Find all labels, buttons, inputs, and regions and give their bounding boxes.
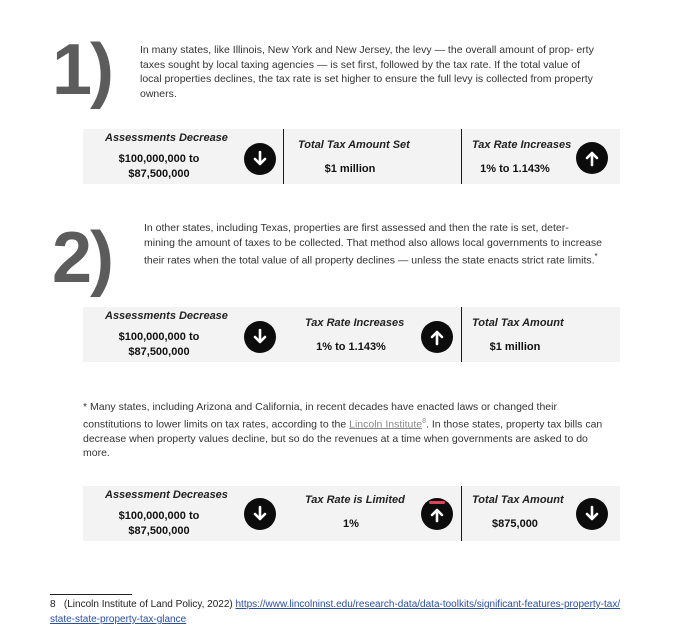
footnote-divider bbox=[50, 594, 132, 595]
cell-heading: Assessments Decrease bbox=[105, 132, 228, 144]
assess-first-table bbox=[83, 307, 620, 362]
cell-value: $100,000,000 to $87,500,000 bbox=[118, 510, 200, 537]
table-cell bbox=[83, 129, 283, 184]
table-cell bbox=[283, 129, 461, 184]
section-number-1: 1) bbox=[52, 30, 113, 110]
cell-heading: Assessments Decrease bbox=[105, 310, 228, 322]
cell-value: 1% bbox=[343, 518, 359, 530]
footnote-url-continuation[interactable]: state-state-property-tax-glance bbox=[50, 614, 187, 625]
levy-first-table bbox=[83, 129, 620, 184]
cell-heading: Total Tax Amount Set bbox=[298, 139, 410, 151]
table-cell bbox=[83, 307, 283, 362]
cell-value: $875,000 bbox=[492, 518, 538, 530]
cell-heading: Tax Rate Increases bbox=[472, 139, 572, 151]
cell-value: $100,000,000 to $87,500,000 bbox=[118, 331, 200, 358]
table-cell bbox=[461, 129, 620, 184]
rate-limited-table bbox=[83, 486, 620, 541]
table-cell bbox=[461, 486, 620, 541]
section-1-paragraph: In many states, like Illinois, New York and New Jersey, the levy — the overall amount of prop- erty taxes sought by local taxing agencies — is set first, followed by the tax rate. If the total value of local properties declines, the tax rate is set higher to ensure the full levy is collected from property owners. bbox=[140, 44, 594, 100]
limit-bar bbox=[429, 501, 445, 504]
cell-heading: Tax Rate is Limited bbox=[305, 494, 405, 506]
footnote: 8 (Lincoln Institute of Land Policy, 2022) https://www.lincolninst.edu/research-data/data-toolkits/significant-features-property-tax/ bbox=[50, 599, 621, 610]
cell-value: 1% to 1.143% bbox=[480, 163, 550, 175]
arrow-down-icon bbox=[244, 321, 276, 353]
arrow-up-limited-icon bbox=[421, 498, 453, 530]
rate-limit-note: * Many states, including Arizona and California, in recent decades have enacted laws or changed their constitutions to lower limits on tax rates, according to the Lincoln Institute$^8$. In those states, property tax bills can decrease when property values decline, but so do the revenues at a time when governments are asked to do more. bbox=[83, 401, 603, 459]
cell-value: $1 million bbox=[489, 341, 541, 353]
section-2-paragraph: In other states, including Texas, properties are first assessed and then the rate is set, deter- mining the amount of taxes to be collected. That method also allows local governments to increase their rates when the total value of all property declines — unless the state enacts strict rate limits.* bbox=[144, 222, 602, 267]
cell-heading: Tax Rate Increases bbox=[305, 317, 405, 329]
footnote-url-link[interactable]: https://www.lincolninst.edu/research-data/data-toolkits/significant-features-property-tax/ bbox=[235, 599, 621, 610]
table-cell bbox=[283, 307, 461, 362]
table-cell bbox=[83, 486, 283, 541]
arrow-down-icon bbox=[576, 498, 608, 530]
cell-heading: Total Tax Amount bbox=[472, 494, 564, 506]
cell-value: 1% to 1.143% bbox=[316, 341, 386, 353]
arrow-down-icon bbox=[244, 498, 276, 530]
cell-heading: Total Tax Amount bbox=[472, 317, 564, 329]
cell-heading: Assessment Decreases bbox=[105, 489, 228, 501]
table-cell bbox=[461, 307, 620, 362]
section-number-2: 2) bbox=[52, 218, 113, 298]
arrow-up-icon bbox=[576, 142, 608, 174]
arrow-down-icon bbox=[244, 143, 276, 175]
lincoln-institute-link[interactable]: Lincoln Institute bbox=[349, 418, 423, 430]
cell-value: $1 million bbox=[324, 163, 376, 175]
table-cell bbox=[283, 486, 461, 541]
arrow-up-icon bbox=[421, 321, 453, 353]
cell-value: $100,000,000 to $87,500,000 bbox=[118, 153, 200, 180]
